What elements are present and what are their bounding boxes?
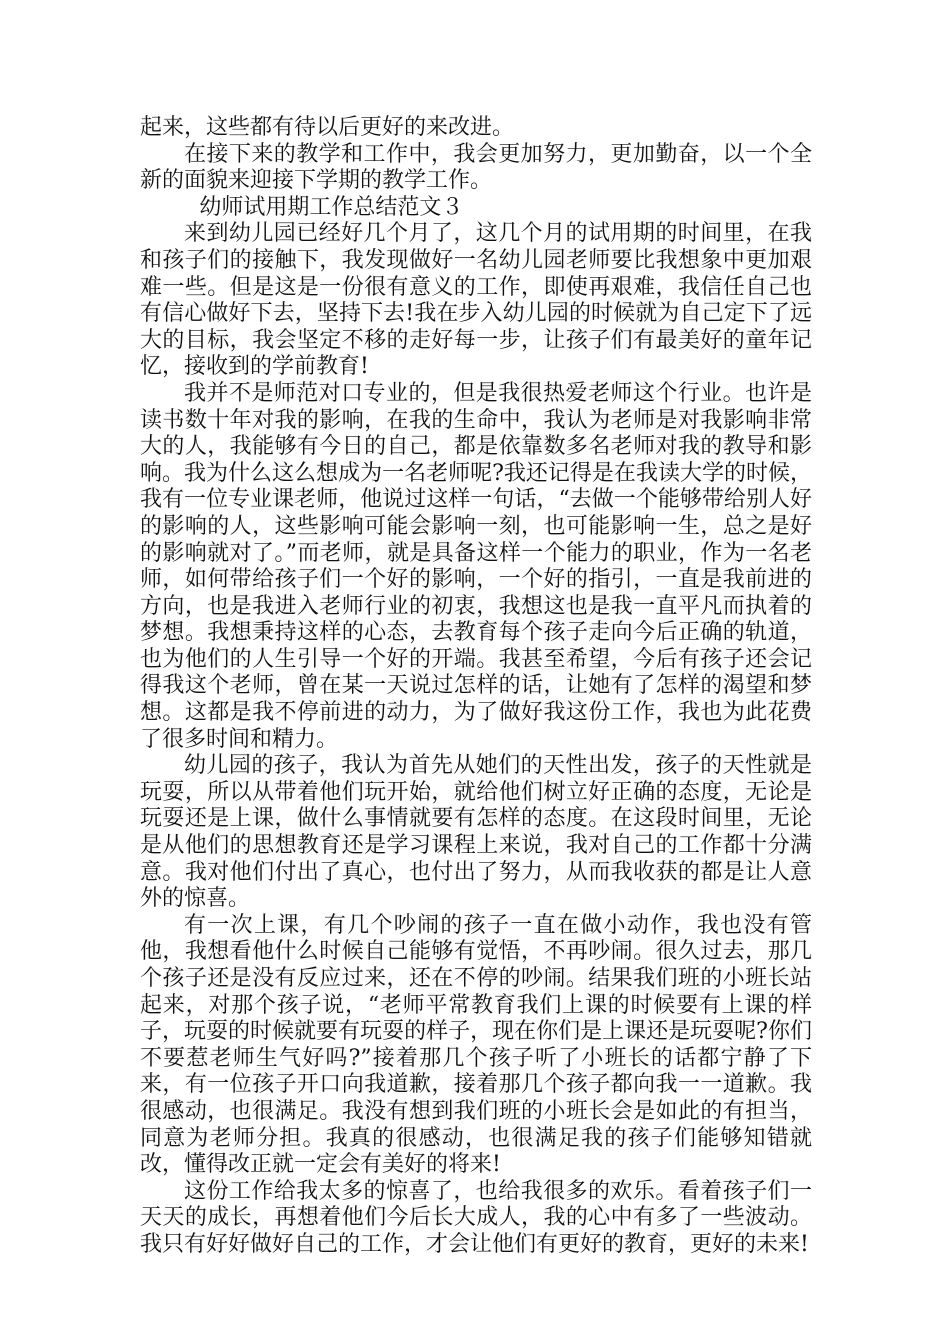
paragraph: 来到幼儿园已经好几个月了，这几个月的试用期的时间里，在我和孩子们的接触下，我发现做好一名幼儿园老师要比我想象中更加艰难一些。但是这是一份很有意义的工作，即使再艰难，我信任自己也有信心做好下去，坚持下去!我在步入幼儿园的时候就为自己定下了远大的目标，我会坚定不移的走好每一步，让孩子们有最美好的童年记忆，接收到的学前教育! <box>140 221 812 380</box>
paragraph: 这份工作给我太多的惊喜了，也给我很多的欢乐。看着孩子们一天天的成长，再想着他们今后长大成人，我的心中有多了一些波动。我只有好好做好自己的工作，才会让他们有更好的教育，更好的未来! <box>140 1178 812 1257</box>
document-page <box>140 115 812 1259</box>
paragraph: 我并不是师范对口专业的，但是我很热爱老师这个行业。也许是读书数十年对我的影响，在我的生命中，我认为老师是对我影响非常大的人，我能够有今日的自己，都是依靠数多名老师对我的教导和影响。我为什么这么想成为一名老师呢?我还记得是在我读大学的时候，我有一位专业课老师，他说过这样一句话，“去做一个能够带给别人好的影响的人，这些影响可能会影响一刻，也可能影响一生，总之是好的影响就对了。”而老师，就是具备这样一个能力的职业，作为一名老师，如何带给孩子们一个好的影响，一个好的指引，一直是我前进的方向，也是我进入老师行业的初衷，我想这也是我一直平凡而执着的梦想。我想秉持这样的心态，去教育每个孩子走向今后正确的轨道，也为他们的人生引导一个好的开端。我甚至希望，今后有孩子还会记得我这个老师，曾在某一天说过怎样的话，让她有了怎样的渴望和梦想。这都是我不停前进的动力，为了做好我这份工作，我也为此花费了很多时间和精力。 <box>140 380 812 752</box>
section-heading: 幼师试用期工作总结范文３ <box>199 194 464 220</box>
paragraph: 在接下来的教学和工作中，我会更加努力，更加勤奋，以一个全新的面貌来迎接下学期的教学工作。 <box>140 141 812 194</box>
paragraph-continued: 起来，这些都有待以后更好的来改进。 <box>140 115 515 140</box>
paragraph: 幼儿园的孩子，我认为首先从她们的天性出发，孩子的天性就是玩耍，所以从带着他们玩开始，就给他们树立好正确的态度，无论是玩耍还是上课，做什么事情就要有怎样的态度。在这段时间里，无论是从他们的思想教育还是学习课程上来说，我对自己的工作都十分满意。我对他们付出了真心，也付出了努力，从而我收获的都是让人意外的惊喜。 <box>140 753 812 912</box>
paragraph: 有一次上课，有几个吵闹的孩子一直在做小动作，我也没有管他，我想看他什么时候自己能够有觉悟，不再吵闹。很久过去，那几个孩子还是没有反应过来，还在不停的吵闹。结果我们班的小班长站起来，对那个孩子说，“老师平常教育我们上课的时候要有上课的样子，玩耍的时候就要有玩耍的样子，现在你们是上课还是玩耍呢?你们不要惹老师生气好吗?”接着那几个孩子听了小班长的话都宁静了下来，有一位孩子开口向我道歉，接着那几个孩子都向我一一道歉。我很感动，也很满足。我没有想到我们班的小班长会是如此的有担当，同意为老师分担。我真的很感动，也很满足我的孩子们能够知错就改，懂得改正就一定会有美好的将来! <box>140 912 812 1178</box>
